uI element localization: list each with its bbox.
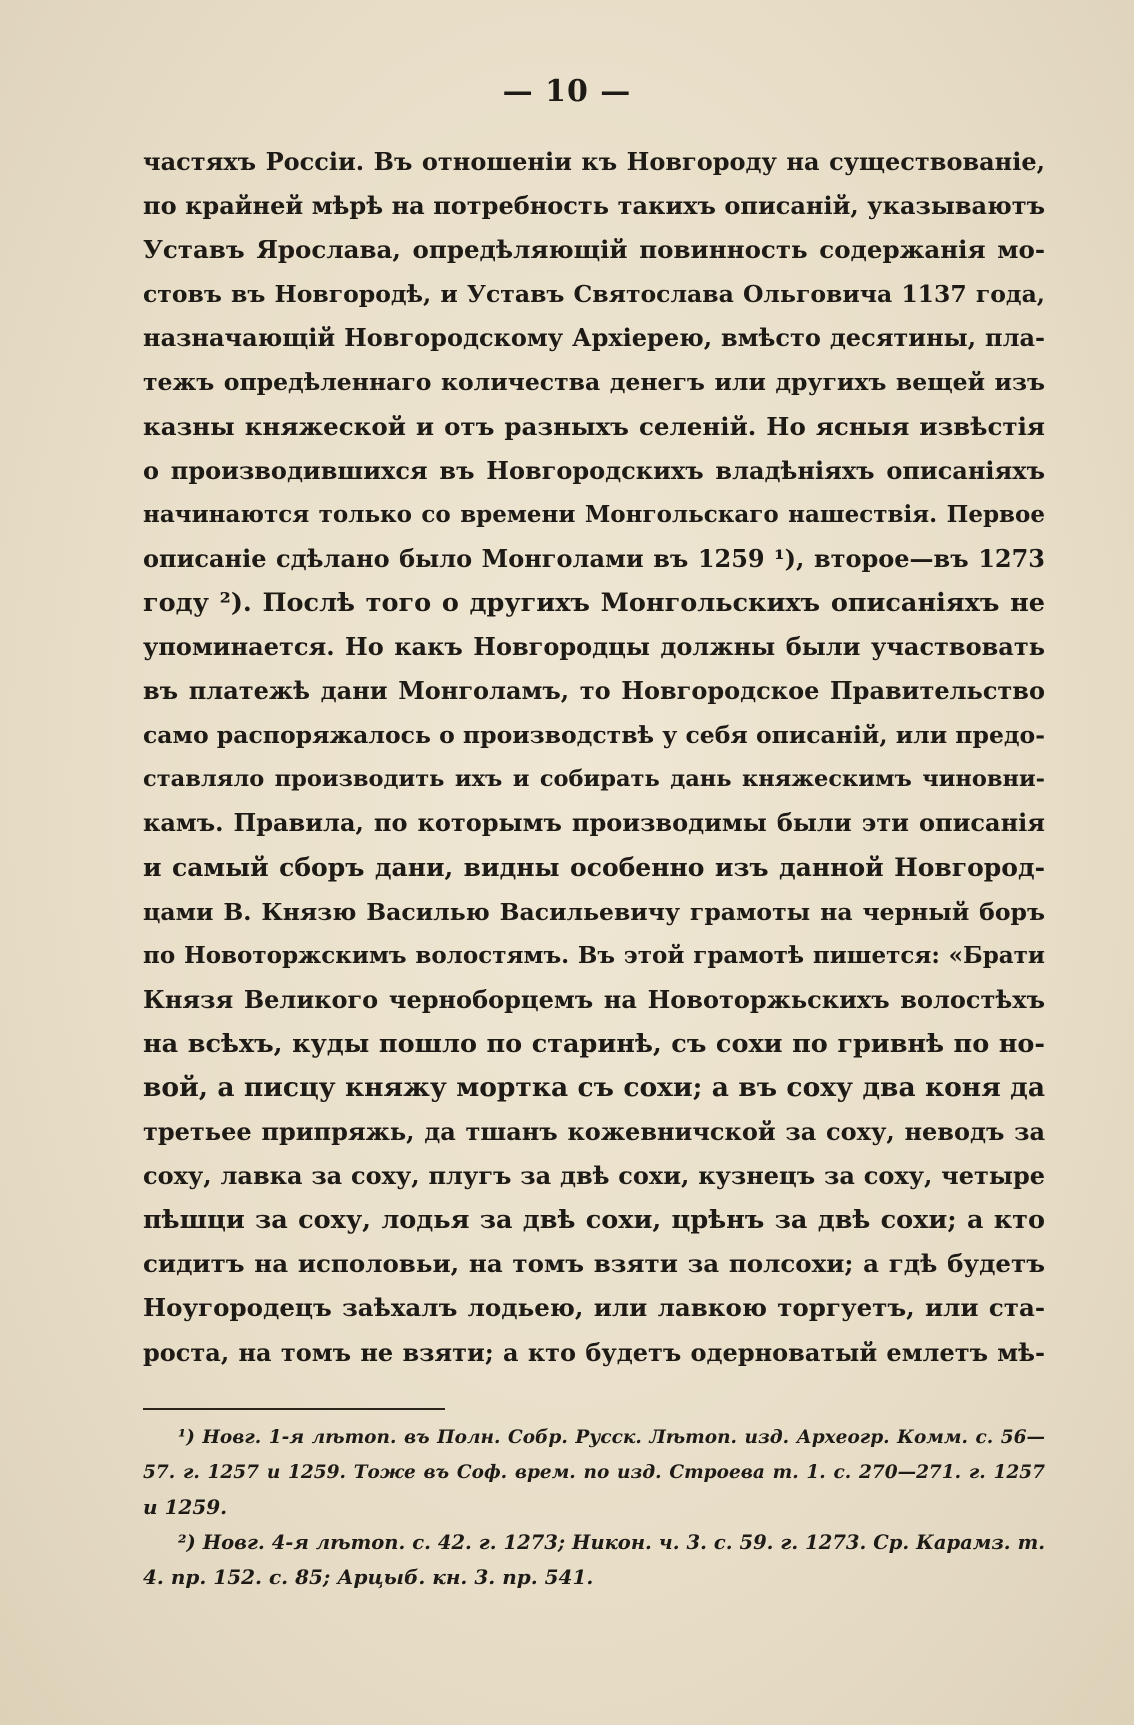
text-line: Ноугородецъ заѣхалъ лодьею, или лавкою торгуетъ, или ста- [143,1293,1045,1323]
text-line: назначающій Новгородскому Архіерею, вмѣсто десятины, пла- [143,323,1045,353]
text-line: въ платежѣ дани Монголамъ, то Новгородское Правительство [143,676,1045,706]
body-text [143,140,1045,1375]
text-line: цами В. Князю Василью Васильевичу грамоты на черный боръ [143,897,1045,926]
page-number: — 10 — [502,74,632,109]
text-line: году ²). Послѣ того о другихъ Монгольскихъ описаніяхъ не [143,587,1045,618]
text-line: и самый сборъ дани, видны особенно изъ данной Новгород- [143,852,1045,882]
footnote-1-line: ¹) Новг. 1-я лѣтоп. въ Полн. Собр. Русск. Лѣтоп. изд. Археогр. Комм. с. 56— [178,1427,1045,1448]
text-line: ставляло производить ихъ и собирать дань княжескимъ чиновни- [143,766,1045,793]
text-line: частяхъ Россіи. Въ отношеніи къ Новгороду на существованіе, [143,147,1045,176]
text-line: упоминается. Но какъ Новгородцы должны были участвовать [143,632,1045,662]
text-line: камъ. Правила, по которымъ производимы были эти описанія [143,808,1045,838]
footnote-1-line: и 1259. [143,1495,228,1519]
text-line: казны княжеской и отъ разныхъ селеній. Но ясныя извѣстія [143,411,1045,441]
footnote-2-line: 4. пр. 152. с. 85; Арцыб. кн. 3. пр. 541. [143,1565,594,1589]
text-line: по Новоторжскимъ волостямъ. Въ этой грамотѣ пишется: «Брати [143,941,1045,969]
text-line: само распоряжалось о производствѣ у себя описаній, или предо- [143,721,1045,750]
text-line: Уставъ Ярослава, опредѣляющій повинность содержанія мо- [143,235,1045,265]
text-line: описаніе сдѣлано было Монголами въ 1259 ¹), второе—въ 1273 [143,543,1045,573]
text-line: третьее припряжь, да тшанъ кожевничской за соху, неводъ за [143,1117,1045,1147]
footnote-2-line: ²) Новг. 4-я лѣтоп. с. 42. г. 1273; Никон. ч. 3. с. 59. г. 1273. Ср. Карамз. т. [178,1531,1045,1554]
text-line: стовъ въ Новгородѣ, и Уставъ Святослава Ольговича 1137 года, [143,280,1045,309]
text-line: начинаются только со времени Монгольскаго нашествія. Первое [143,500,1045,528]
text-line: роста, на томъ не взяти; а кто будетъ одерноватый емлетъ мѣ- [143,1337,1045,1367]
footnotes [143,1420,1045,1595]
text-line: вой, а писцу княжу мортка съ сохи; а въ соху два коня да [143,1071,1045,1103]
footnote-1-line: 57. г. 1257 и 1259. Тоже въ Соф. врем. по изд. Строева т. 1. с. 270—271. г. 1257 [143,1462,1045,1483]
text-line: о производившихся въ Новгородскихъ владѣніяхъ описаніяхъ [143,455,1045,485]
text-line: соху, лавка за соху, плугъ за двѣ сохи, кузнецъ за соху, четыре [143,1161,1045,1191]
text-line: пѣшци за соху, лодья за двѣ сохи, црѣнъ за двѣ сохи; а кто [143,1205,1045,1236]
text-line: Князя Великого черноборцемъ на Новоторжьскихъ волостѣхъ [143,984,1045,1014]
text-line: по крайней мѣрѣ на потребность такихъ описаній, указываютъ [143,191,1045,221]
text-line: тежъ опредѣленнаго количества денегъ или другихъ вещей изъ [143,368,1045,397]
text-line: сидитъ на исполовьи, на томъ взяти за полсохи; а гдѣ будетъ [143,1249,1045,1279]
text-line: на всѣхъ, куды пошло по старинѣ, съ сохи по гривнѣ по но- [143,1028,1045,1059]
footnote-divider [143,1408,445,1410]
